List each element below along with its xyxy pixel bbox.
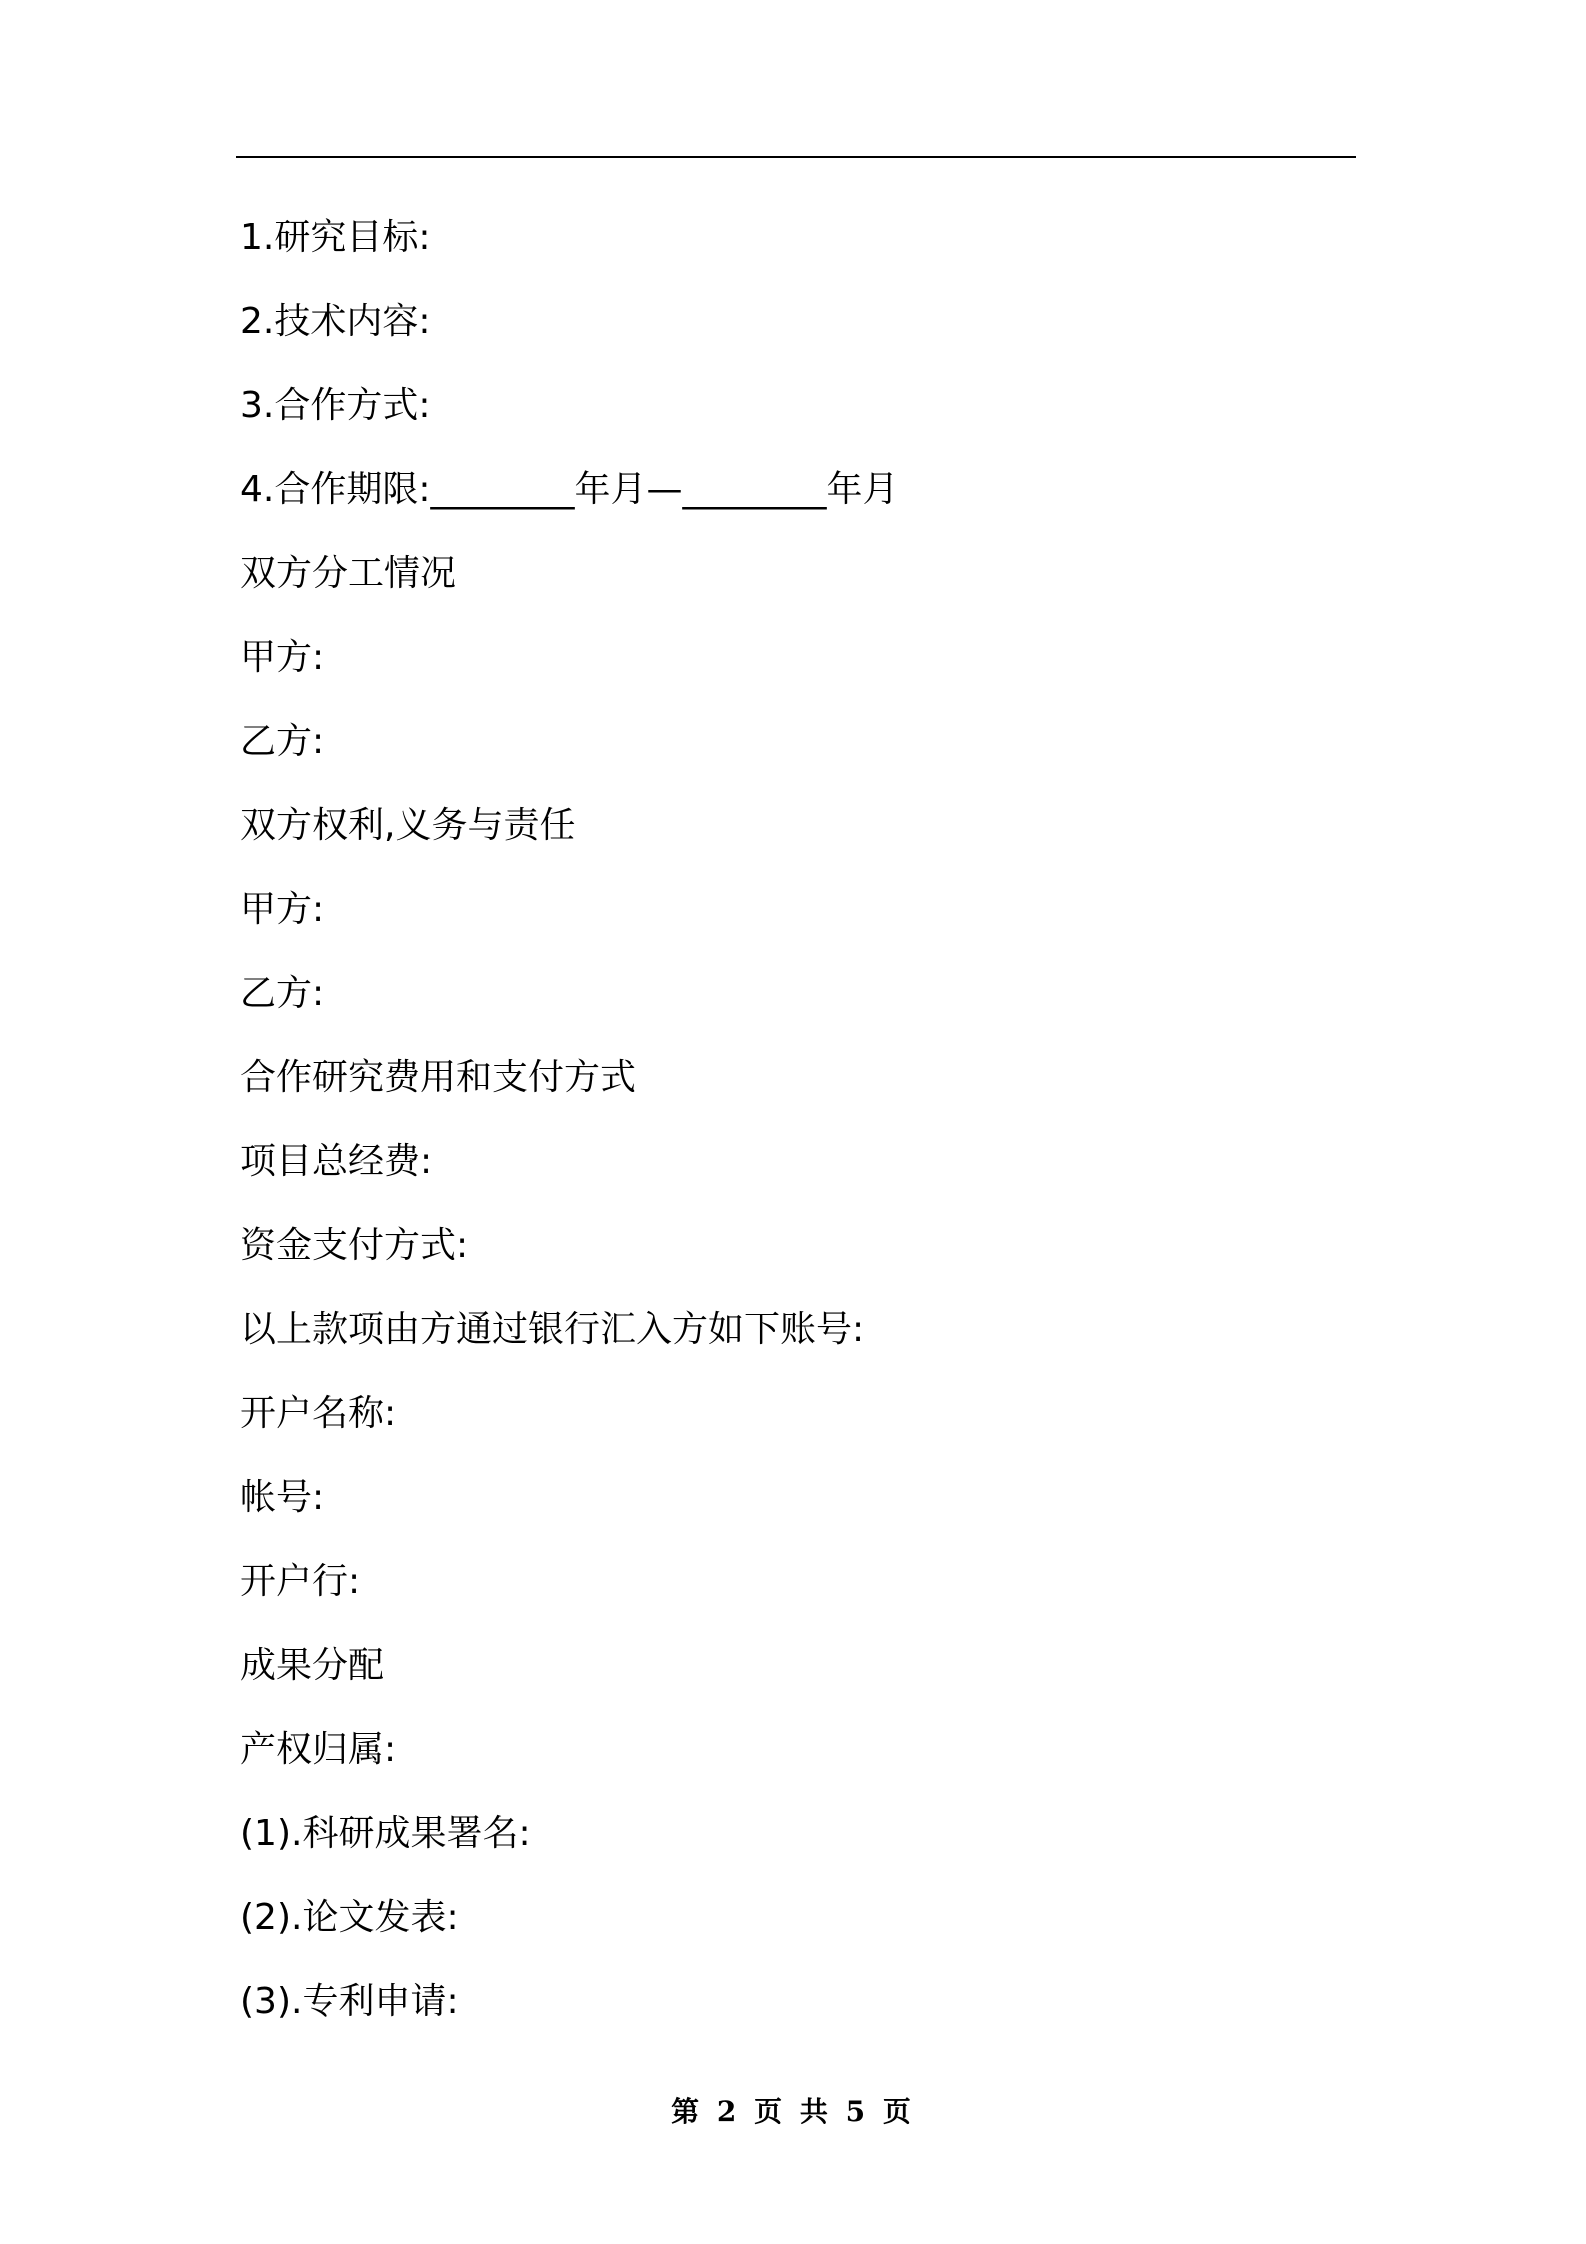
line-bank-transfer-note: 以上款项由方通过银行汇入方如下账号: [240,1309,865,1350]
heading-rights-obligations: 双方权利,义务与责任 [240,805,576,846]
line-paper-publication: (2).论文发表: [240,1897,459,1938]
line-party-a-rights: 甲方: [240,889,325,930]
heading-results-distribution: 成果分配 [240,1645,385,1686]
line-bank: 开户行: [240,1561,361,1602]
heading-division-of-labor: 双方分工情况 [240,553,457,594]
line-payment-method: 资金支付方式: [240,1225,469,1266]
line-account-name: 开户名称: [240,1393,397,1434]
header-rule [236,156,1356,158]
line-research-attribution: (1).科研成果署名: [240,1813,531,1854]
line-property-rights: 产权归属: [240,1729,397,1770]
line-cooperation-mode: 3.合作方式: [240,385,431,426]
line-total-budget: 项目总经费: [240,1141,433,1182]
line-patent-application: (3).专利申请: [240,1981,459,2022]
line-cooperation-period: 4.合作期限:________年月—________年月 [240,469,899,510]
line-party-b-rights: 乙方: [240,973,325,1014]
heading-costs-payment: 合作研究费用和支付方式 [240,1057,637,1098]
line-party-a: 甲方: [240,637,325,678]
page-number: 第 2 页 共 5 页 [671,2095,915,2128]
line-party-b: 乙方: [240,721,325,762]
line-account-number: 帐号: [240,1477,325,1518]
line-research-goal: 1.研究目标: [240,217,431,258]
line-tech-content: 2.技术内容: [240,301,431,342]
document-body [240,196,1340,2044]
